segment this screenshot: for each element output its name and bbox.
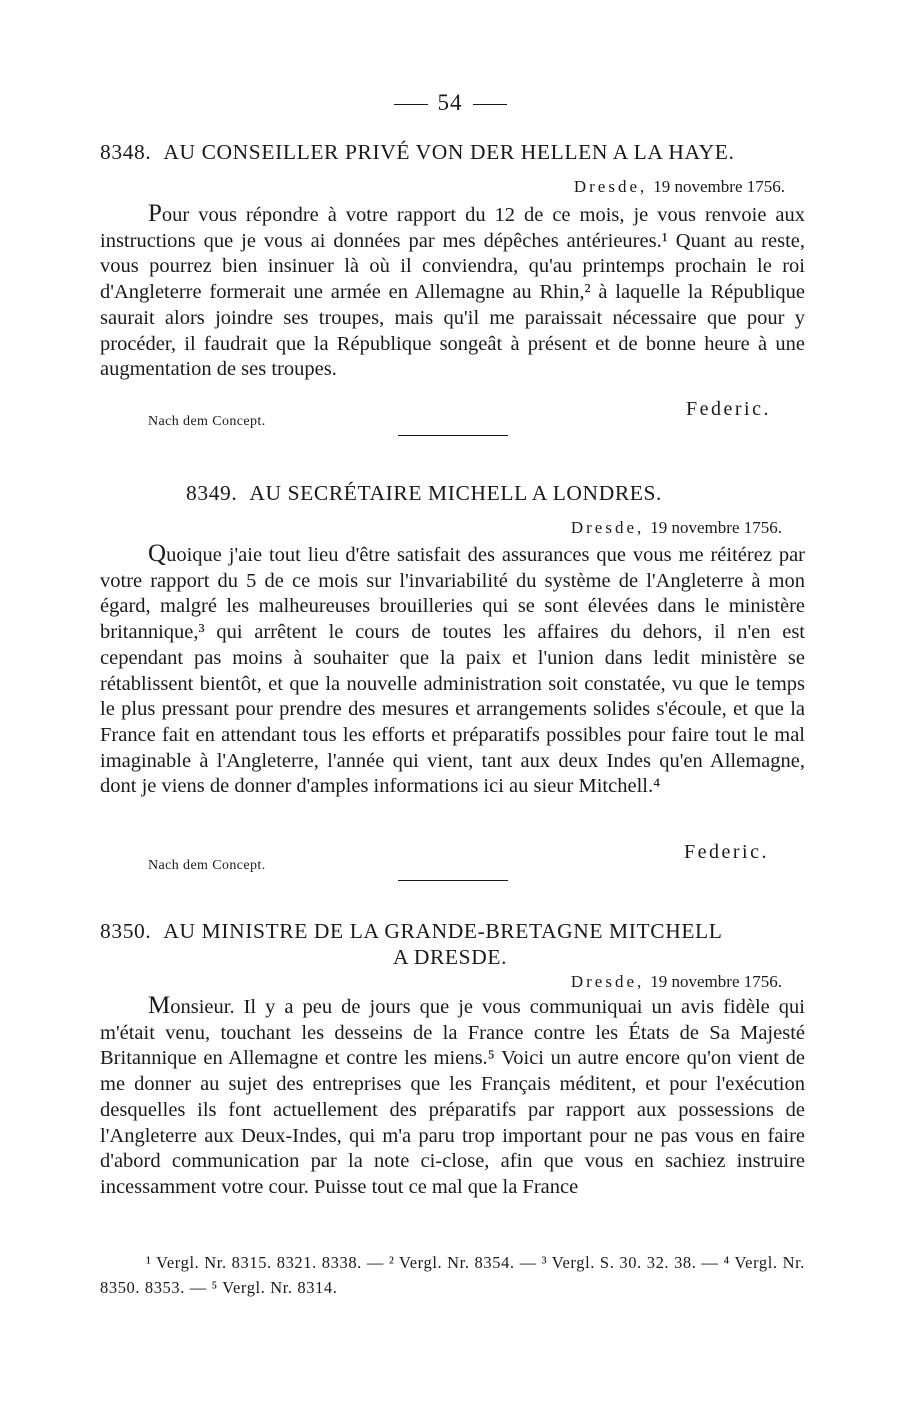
letter-heading: [100, 918, 723, 944]
letter-heading: [186, 480, 662, 506]
letter-text: onsieur. Il y a peu de jours que je vous communiquai un avis fidèle qui m'était venu, touchant les desseins de la France contre les États de Sa Majesté Britannique en Allemagne et contre les miens.⁵ Voici un autre encore qu'on vient de me donner au sujet des entreprises que les Français méditent, et pour l'exécution desquelles ils font actuellement des préparatifs par rapport aux possessions de l'Angleterre aux Deux-Indes, qui m'a paru trop important pour ne pas vous en faire d'abord communication par la note ci-close, afin que vous en sachiez instruire incessamment votre cour. Puisse tout ce mal que la France: [100, 996, 805, 1198]
dateline-date: 19 novembre 1756.: [650, 518, 782, 537]
letter-title-line2: A DRESDE.: [392, 945, 508, 969]
letter-heading: [100, 139, 734, 165]
letter-number: 8349.: [186, 481, 238, 505]
letter-title: AU CONSEILLER PRIVÉ VON DER HELLEN A LA HAYE.: [163, 140, 735, 164]
dateline: [574, 177, 785, 197]
dateline: [571, 972, 782, 992]
page-number-dash-right: [473, 104, 507, 105]
dateline-date: 19 novembre 1756.: [653, 177, 785, 196]
letter-number: 8348.: [100, 140, 152, 164]
source-note: Nach dem Concept.: [148, 414, 266, 429]
dateline-place: Dresde,: [570, 972, 645, 991]
page-number: 54: [0, 90, 900, 116]
source-note: Nach dem Concept.: [148, 858, 266, 873]
letter-body: [100, 541, 805, 800]
dateline-place: Dresde,: [573, 177, 648, 196]
drop-cap: M: [148, 992, 171, 1019]
letter-body: [100, 201, 805, 383]
dateline: [571, 518, 782, 538]
letter-number: 8350.: [100, 919, 152, 943]
letter-title: AU MINISTRE DE LA GRANDE-BRETAGNE MITCHELL: [163, 919, 723, 943]
section-rule: [398, 435, 508, 436]
dateline-date: 19 novembre 1756.: [650, 972, 782, 991]
letter-text: our vous répondre à votre rapport du 12 de ce mois, je vous renvoie aux instructions que je vous ai données par mes dépêches antérieures.¹ Quant au reste, vous pourrez bien insinuer là où il conviendra, qu'au printemps prochain le roi d'Angleterre formerait une armée en Allemagne au Rhin,² à laquelle la République saurait alors joindre ses troupes, mais qu'il me paraissait nécessaire que pour y procéder, il faudrait que la République songeât à présent et de bonne heure à une augmentation de ses troupes.: [100, 204, 805, 381]
letter-body: [100, 993, 805, 1201]
drop-cap: P: [148, 200, 162, 227]
signature: Federic.: [686, 398, 771, 420]
dateline-place: Dresde,: [570, 518, 645, 537]
footnote-text: ¹ Vergl. Nr. 8315. 8321. 8338. — ² Vergl. Nr. 8354. — ³ Vergl. S. 30. 32. 38. — ⁴ Vergl. Nr. 8350. 8353. — ⁵ Vergl. Nr. 8314.: [100, 1253, 805, 1297]
page-number-dash-left: [394, 104, 428, 105]
drop-cap: Q: [148, 540, 167, 567]
letter-text: uoique j'aie tout lieu d'être satisfait des assurances que vous me réitérez par votre rapport du 5 de ce mois sur l'invariabilité du système de l'Angleterre à mon égard, malgré les malheureuses brouilleries qui se sont élevées dans le ministère britannique,³ qui arrêtent le cours de toutes les affaires du dehors, il n'en est cependant pas moins à souhaiter que la paix et l'union dans ledit ministère se rétablissent bientôt, et que la nouvelle administration soit constatée, vu que le temps le plus pressant pour prendre des mesures et arrangements solides s'écoule, et que la France fait en attendant tous les efforts et préparatifs possibles pour faire tout le mal imaginable à l'Angleterre, l'année qui vient, tant aux deux Indes qu'en Allemagne, dont je viens de donner d'amples informations ici au sieur Mitchell.⁴: [100, 544, 805, 798]
footnotes: [100, 1250, 805, 1300]
signature: Federic.: [684, 841, 769, 863]
section-rule: [398, 880, 508, 881]
letter-title: AU SECRÉTAIRE MICHELL A LONDRES.: [249, 481, 663, 505]
